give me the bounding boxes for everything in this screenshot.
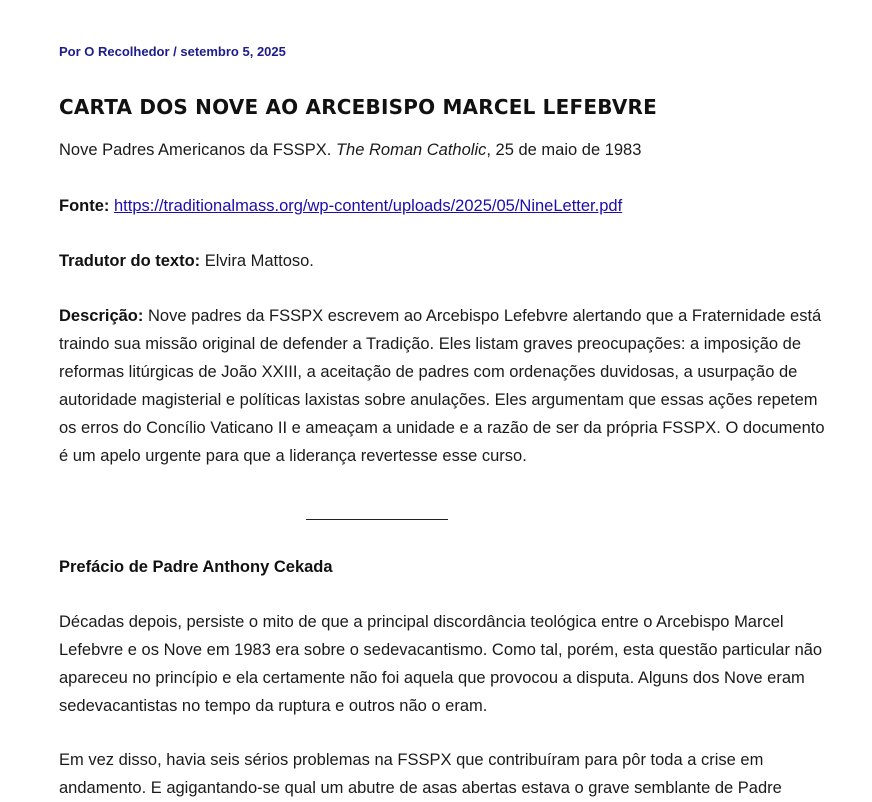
subtitle-date: , 25 de maio de 1983 xyxy=(486,141,642,159)
translator-line xyxy=(59,247,829,275)
preface-heading-text: Prefácio de Padre Anthony Cekada xyxy=(59,558,333,576)
translator-label: Tradutor do texto: xyxy=(59,252,201,270)
source-label: Fonte: xyxy=(59,197,110,215)
section-divider xyxy=(306,519,448,520)
post-byline: Por O Recolhedor / setembro 5, 2025 xyxy=(59,44,286,59)
preface-heading xyxy=(59,553,829,581)
subtitle-prefix: Nove Padres Americanos da FSSPX. xyxy=(59,141,336,159)
subtitle-publication: The Roman Catholic xyxy=(335,141,487,159)
source-line xyxy=(59,192,829,220)
description-label: Descrição: xyxy=(59,307,144,325)
source-link[interactable]: https://traditionalmass.org/wp-content/uploads/2025/05/NineLetter.pdf xyxy=(114,197,623,215)
body-paragraph-2: Em vez disso, havia seis sérios problemas na FSSPX que contribuíram para pôr toda a crise em andamento. E agigantando-se qual um abutre de asas abertas estava o grave semblante de Padre xyxy=(59,751,782,797)
translator-name: Elvira Mattoso. xyxy=(200,252,314,270)
article-title: CARTA DOS NOVE AO ARCEBISPO MARCEL LEFEBVRE xyxy=(59,95,657,119)
subtitle-line xyxy=(59,136,829,164)
body-paragraph-1: Décadas depois, persiste o mito de que a principal discordância teológica entre o Arcebispo Marcel Lefebvre e os Nove em 1983 era sobre o sedevacantismo. Como tal, porém, esta questão particular não apareceu no princípio e ela certamente não foi aquela que provocou a disputa. Alguns dos Nove eram sedevacantistas no tempo da ruptura e outros não o eram. xyxy=(59,613,823,715)
description-paragraph xyxy=(59,302,829,470)
description-text: Nove padres da FSSPX escrevem ao Arcebispo Lefebvre alertando que a Fraternidade está traindo sua missão original de defender a Tradição. Eles listam graves preocupações: a imposição de reformas litúrgicas de João XXIII, a aceitação de padres com ordenações duvidosas, a usurpação de autoridade magisterial e políticas laxistas sobre anulações. Eles argumentam que essas ações repetem os erros do Concílio Vaticano II e ameaçam a unidade e a razão de ser da própria FSSPX. O documento é um apelo urgente para que a liderança revertesse esse curso. xyxy=(59,307,825,465)
